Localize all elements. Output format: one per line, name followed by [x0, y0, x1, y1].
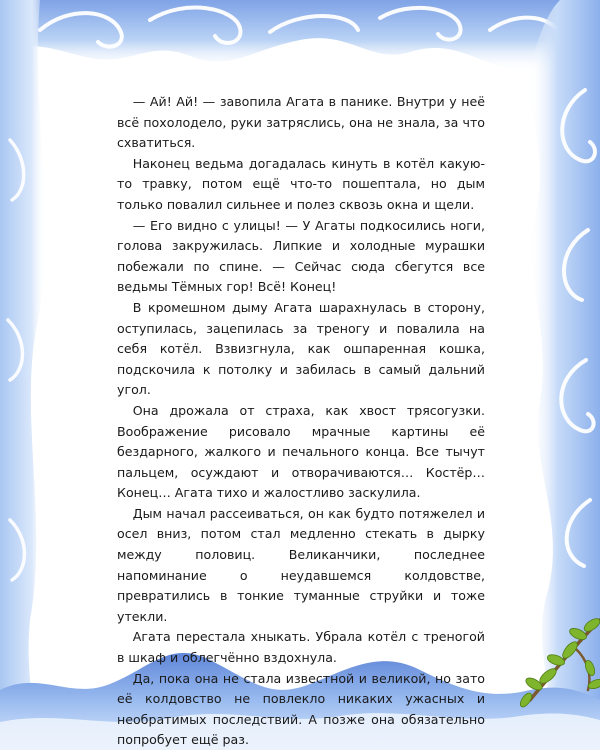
paragraph-2: Наконец ведьма догадалась кинуть в котёл какую-то травку, потом ещё что-то пошептала, но дым только повалил сильнее и полез сквозь окна и щели. [117, 155, 485, 212]
paragraph-7: Агата перестала хныкать. Убрала котёл с треногой в шкаф и облегчённо вздохнула. [117, 629, 485, 666]
paragraph-5: Она дрожала от страха, как хвост трясогузки. Воображение рисовало мрачные картины её бездарного, жалкого и печального конца. Все тычут пальцем, осуждают и отворачиваются… Костёр… Конец… Агата тихо и жалостливо заскулила. [117, 402, 485, 501]
paragraph-4: В кромешном дыму Агата шарахнулась в сторону, оступилась, зацепилась за треногу и повалила на себя котёл. Взвизгнула, как ошпаренная кошка, подскочила к потолку и забилась в самый дальний угол. [117, 299, 485, 398]
paragraph-6: Дым начал рассеиваться, он как будто потяжелел и осел вниз, потом стал медленно стекать в дырку между половиц. Великанчики, последнее напоминание о неудавшемся колдовстве, превратились в тонкие туманные струйки и тоже утекли. [117, 505, 485, 624]
story-text [117, 92, 485, 750]
paragraph-3: — Его видно с улицы! — У Агаты подкосились ноги, голова закружилась. Липкие и холодные мурашки побежали по спине. — Сейчас сюда сбегутся все ведьмы Тёмных гор! Всё! Конец! [117, 217, 485, 295]
paragraph-1: — Ай! Ай! — завопила Агата в панике. Внутри у неё всё похолодело, руки затряслись, она не знала, за что схватиться. [117, 94, 485, 151]
frost-left-band [0, 0, 46, 750]
frost-top-band [0, 0, 600, 73]
paragraph-8: Да, пока она не стала известной и великой, но зато её колдовство не повлекло никаких ужасных и необратимых последствий. А позже она обязательно попробует ещё раз. [117, 670, 485, 748]
